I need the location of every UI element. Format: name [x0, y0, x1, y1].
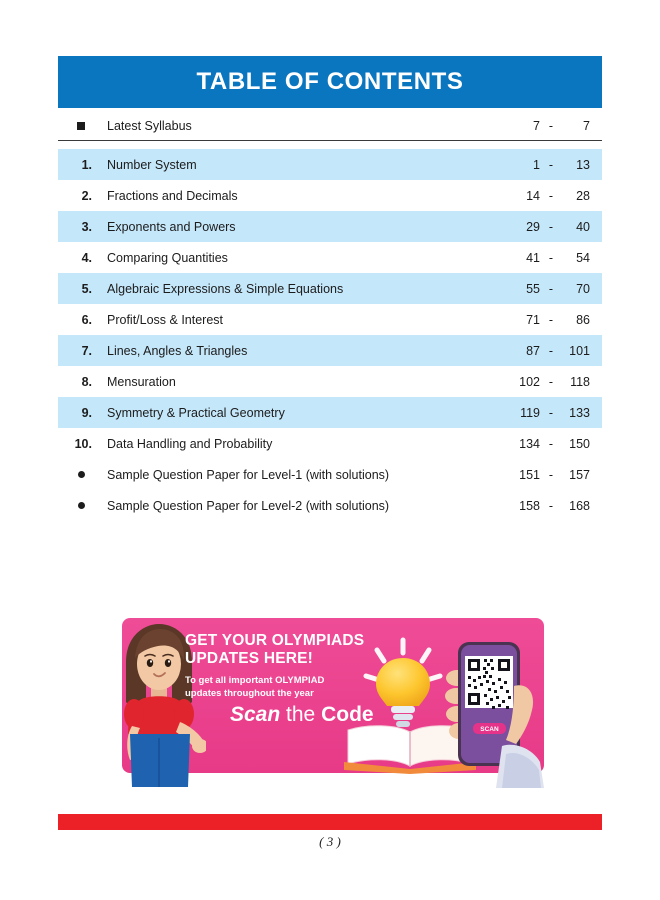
table-row[interactable] — [58, 428, 602, 459]
round-bullet-icon — [58, 471, 104, 478]
toc-page-from: 71 — [526, 312, 540, 327]
toc-page-to: 54 — [576, 250, 590, 265]
toc-page-dash: - — [548, 219, 554, 234]
toc-page-from: 55 — [526, 281, 540, 296]
toc-page-from: 151 — [519, 467, 540, 482]
round-bullet-icon — [58, 502, 104, 509]
table-row[interactable] — [58, 149, 602, 180]
toc-entry-number: 10. — [74, 436, 92, 451]
table-row[interactable] — [58, 242, 602, 273]
table-row[interactable] — [58, 304, 602, 335]
phone-scan-button-label: SCAN — [480, 726, 499, 733]
toc-page-from: 119 — [520, 405, 540, 420]
toc-entry-title: Sample Question Paper for Level-1 (with solutions) — [107, 467, 390, 482]
toc-page-dash: - — [548, 498, 554, 513]
toc-entry-title: Mensuration — [107, 374, 176, 389]
footer-page-number: ( 3 ) — [319, 834, 341, 849]
toc-page-to: 157 — [569, 467, 590, 482]
toc-page-to: 118 — [570, 374, 590, 389]
promo-heading-line1: GET YOUR OLYMPIADS — [185, 632, 365, 649]
toc-page-to: 133 — [569, 405, 590, 420]
toc-page-from: 14 — [526, 188, 540, 203]
table-row[interactable] — [58, 273, 602, 304]
toc-entry-number: 9. — [81, 405, 92, 420]
toc-entry-number: 3. — [81, 219, 92, 234]
promo-sub-line1: To get all important OLYMPIAD — [185, 675, 325, 686]
table-row[interactable] — [58, 459, 602, 490]
toc-entry-title: Algebraic Expressions & Simple Equations — [107, 281, 344, 296]
toc-page-from: 87 — [526, 343, 540, 358]
table-row[interactable] — [58, 366, 602, 397]
promo-heading — [185, 632, 364, 668]
toc-entry-title: Comparing Quantities — [107, 250, 228, 265]
syllabus-page-dash: - — [548, 119, 554, 133]
toc-page-dash: - — [548, 405, 554, 420]
promo-sub-line2: updates throughout the year — [185, 688, 314, 699]
syllabus-page-to: 7 — [583, 119, 590, 133]
toc-entry-number: 6. — [81, 312, 92, 327]
toc-entry-number: 8. — [81, 374, 92, 389]
toc-page-to: 168 — [569, 498, 590, 513]
toc-page-dash: - — [548, 250, 554, 265]
toc-page-dash: - — [548, 157, 554, 172]
toc-page-dash: - — [548, 188, 554, 203]
toc-entry-title: Sample Question Paper for Level-2 (with solutions) — [107, 498, 390, 513]
syllabus-title: Latest Syllabus — [107, 119, 192, 133]
promo-scan-word1: Scan — [230, 703, 281, 726]
toc-page-from: 158 — [519, 498, 540, 513]
promo-heading-line2: UPDATES HERE! — [185, 650, 314, 667]
table-row[interactable] — [58, 335, 602, 366]
olympiad-updates-banner[interactable] — [122, 618, 544, 773]
toc-page-to: 70 — [576, 281, 590, 296]
toc-page-dash: - — [548, 312, 554, 327]
toc-page-from: 41 — [526, 250, 540, 265]
toc-entry-title: Data Handling and Probability — [107, 436, 273, 451]
toc-entry-title: Number System — [107, 157, 197, 172]
toc-page-from: 29 — [526, 219, 540, 234]
toc-entry-number: 1. — [81, 157, 92, 172]
syllabus-row[interactable] — [58, 112, 602, 141]
footer-bar — [58, 814, 602, 830]
toc-page-from: 1 — [533, 157, 540, 172]
toc-page-to: 86 — [576, 312, 590, 327]
toc-page-dash: - — [548, 281, 554, 296]
toc-entry-number: 2. — [81, 188, 92, 203]
promo-scan-word2: the — [286, 703, 316, 726]
table-row[interactable] — [58, 490, 602, 521]
page-title: TABLE OF CONTENTS — [196, 68, 464, 95]
promo-scan-word3: Code — [321, 703, 374, 726]
toc-entry-title: Profit/Loss & Interest — [107, 312, 224, 327]
toc-entry-number: 7. — [81, 343, 92, 358]
toc-header-bar — [58, 56, 602, 108]
toc-page-to: 40 — [576, 219, 590, 234]
promo-subtext — [185, 674, 324, 700]
toc-page-to: 150 — [569, 436, 590, 451]
table-row[interactable] — [58, 397, 602, 428]
toc-page-dash: - — [548, 374, 554, 389]
toc-page-dash: - — [548, 343, 554, 358]
promo-scan-the-code — [230, 703, 374, 727]
toc-page-to: 101 — [569, 343, 590, 358]
toc-entry-title: Exponents and Powers — [107, 219, 236, 234]
toc-page-from: 102 — [519, 374, 540, 389]
toc-page-dash: - — [548, 436, 554, 451]
syllabus-page-from: 7 — [533, 119, 540, 133]
toc-entry-title: Symmetry & Practical Geometry — [107, 405, 285, 420]
toc-page-to: 13 — [576, 157, 590, 172]
toc-entry-number: 5. — [81, 281, 92, 296]
toc-list — [58, 149, 602, 521]
toc-page-dash: - — [548, 467, 554, 482]
toc-entry-number: 4. — [81, 250, 92, 265]
square-bullet-icon — [58, 122, 104, 130]
toc-entry-title: Lines, Angles & Triangles — [107, 343, 248, 358]
table-row[interactable] — [58, 211, 602, 242]
toc-entry-title: Fractions and Decimals — [107, 188, 238, 203]
hand-holding-phone-illustration — [440, 620, 550, 788]
table-row[interactable] — [58, 180, 602, 211]
toc-page-from: 134 — [519, 436, 540, 451]
toc-page-to: 28 — [576, 188, 590, 203]
